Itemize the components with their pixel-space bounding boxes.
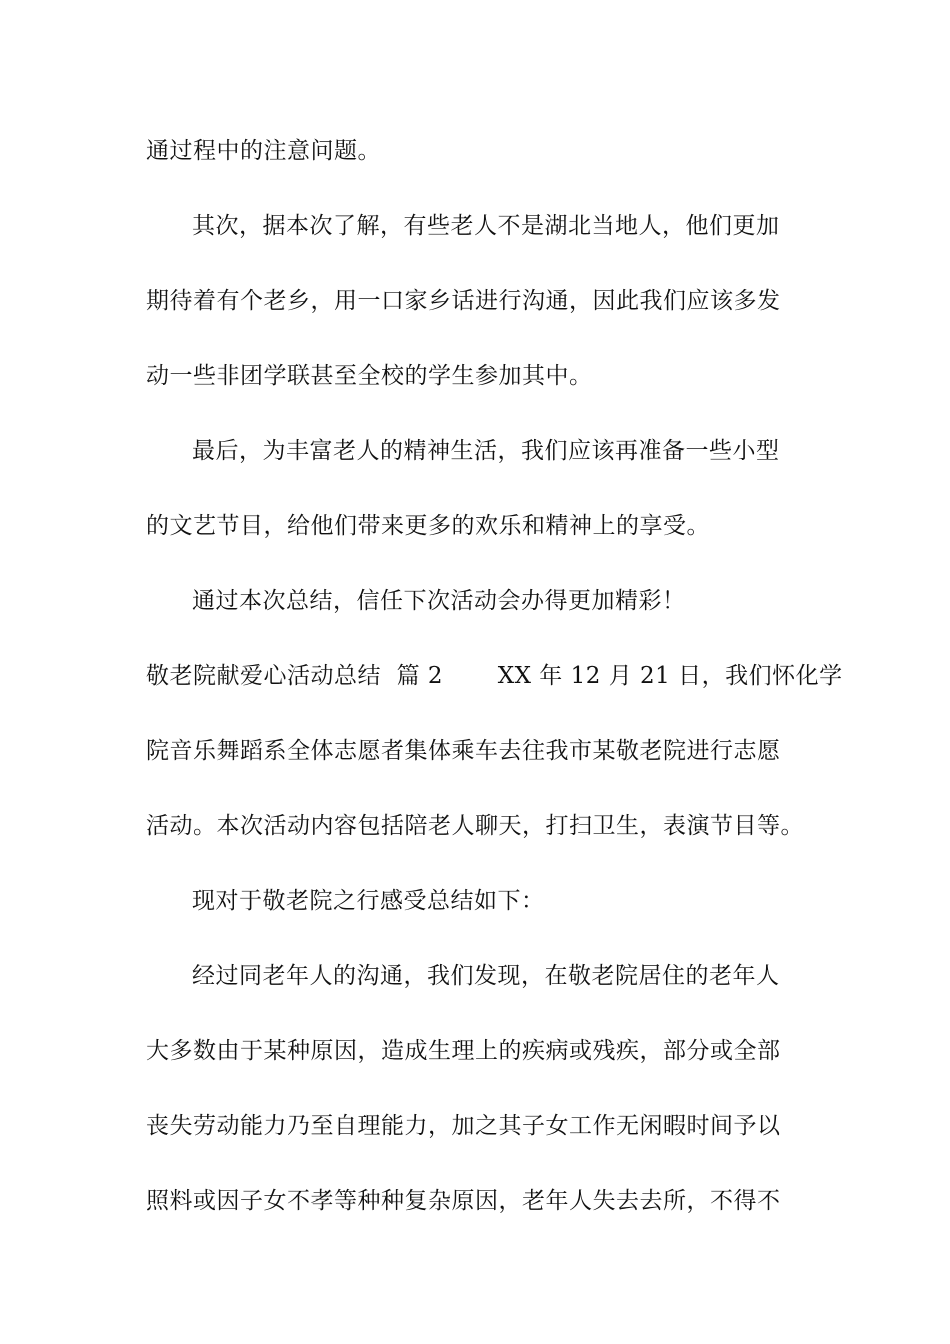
text-line: 经过同老年人的沟通，我们发现，在敬老院居住的老年人 — [192, 963, 780, 989]
text-line: 其次，据本次了解，有些老人不是湖北当地人，他们更加 — [192, 213, 780, 239]
text-line: 通过本次总结，信任下次活动会办得更加精彩！ — [192, 588, 686, 614]
text-line: 大多数由于某种原因，造成生理上的疾病或残疾，部分或全部 — [146, 1038, 781, 1064]
text-line: 最后，为丰富老人的精神生活，我们应该再准备一些小型 — [192, 438, 780, 464]
text-line: 期待着有个老乡，用一口家乡话进行沟通，因此我们应该多发 — [146, 288, 781, 314]
text-line: 通过程中的注意问题。 — [146, 138, 381, 164]
text-line: 的文艺节目，给他们带来更多的欢乐和精神上的享受。 — [146, 513, 710, 539]
text-line: 照料或因子女不孝等种种复杂原因，老年人失去去所，不得不 — [146, 1188, 781, 1214]
text-line: 活动。本次活动内容包括陪老人聊天，打扫卫生，表演节目等。 — [146, 813, 804, 839]
text-line: 现对于敬老院之行感受总结如下： — [192, 888, 545, 914]
text-line: 丧失劳动能力乃至自理能力，加之其子女工作无闲暇时间予以 — [146, 1113, 781, 1139]
text-line: 院音乐舞蹈系全体志愿者集体乘车去往我市某敬老院进行志愿 — [146, 738, 781, 764]
text-line: 动一些非团学联甚至全校的学生参加其中。 — [146, 363, 593, 389]
section-heading-line: 敬老院献爱心活动总结 篇 2 XX 年 12 月 21 日，我们怀化学 — [146, 663, 843, 689]
